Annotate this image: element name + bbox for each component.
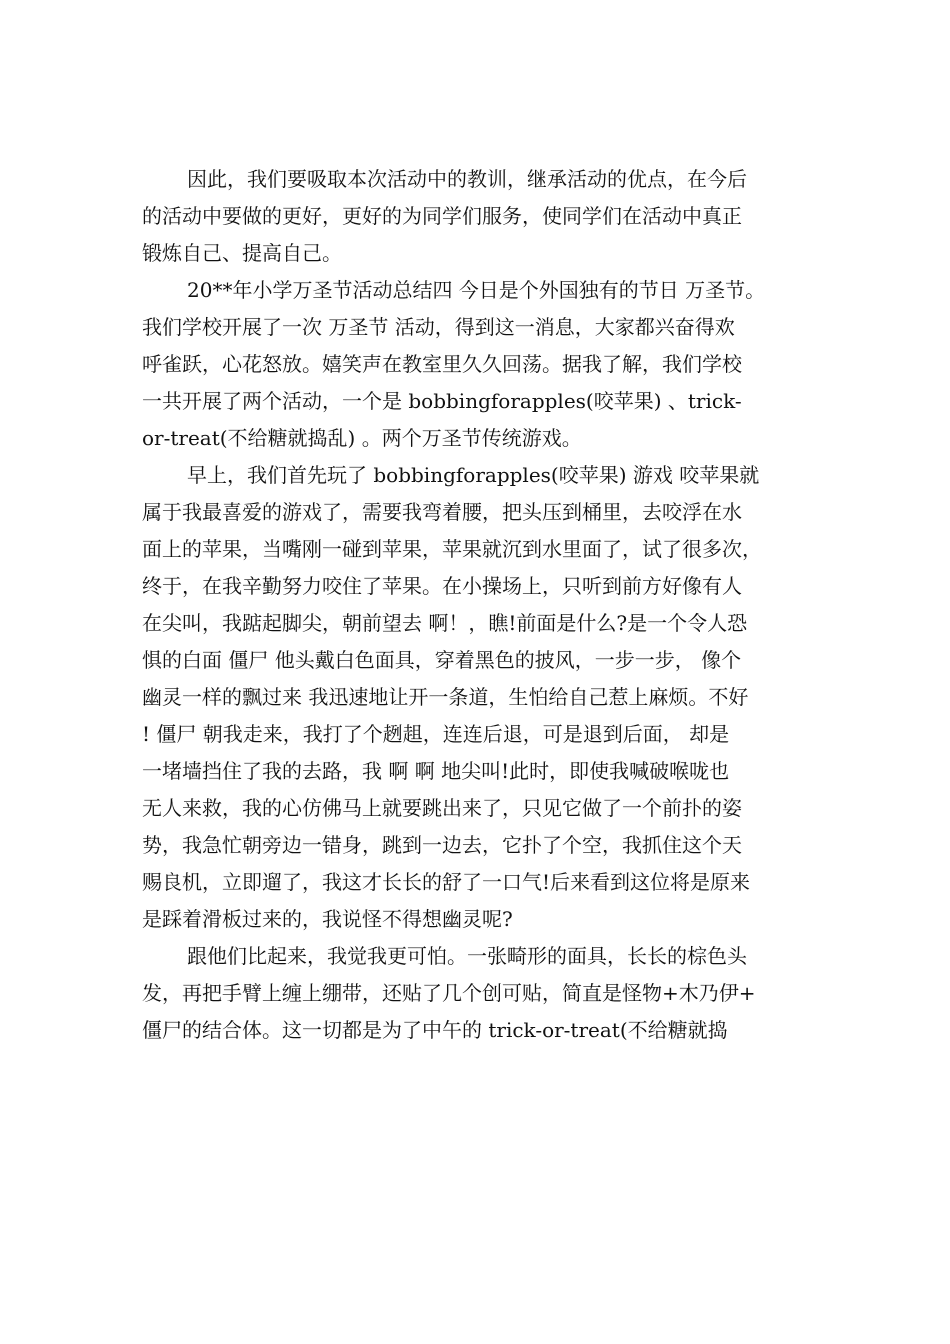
text-line-19: 势，我急忙朝旁边一错身，跳到一边去，它扑了个空，我抓住这个天	[142, 833, 742, 857]
text-line-17: 一堵墙挡住了我的去路，我 啊 啊 地尖叫!此时，即使我喊破喉咙也	[142, 759, 730, 783]
text-line-14: 惧的白面 僵尸 他头戴白色面具，穿着黑色的披风，一步一步， 像个	[142, 648, 742, 672]
text-line-10: 属于我最喜爱的游戏了，需要我弯着腰，把头压到桶里，去咬浮在水	[142, 500, 742, 524]
text-line-20: 赐良机，立即遛了，我这才长长的舒了一口气!后来看到这位将是原来	[142, 870, 751, 894]
text-line-12: 终于，在我辛勤努力咬住了苹果。在小操场上，只听到前方好像有人	[142, 574, 742, 598]
text-line-7: 一共开展了两个活动，一个是 bobbingforapples(咬苹果) 、trick-	[142, 389, 742, 413]
text-line-1: 因此，我们要吸取本次活动中的教训，继承活动的优点，在今后	[187, 167, 747, 191]
text-line-2: 的活动中要做的更好，更好的为同学们服务，使同学们在活动中真正	[142, 204, 742, 228]
text-line-13: 在尖叫，我踮起脚尖，朝前望去 啊！，瞧!前面是什么?是一个令人恐	[142, 611, 748, 635]
text-line-15: 幽灵一样的飘过来 我迅速地让开一条道，生怕给自己惹上麻烦。不好	[142, 685, 749, 709]
text-line-11: 面上的苹果，当嘴刚一碰到苹果，苹果就沉到水里面了，试了很多次，	[142, 537, 762, 561]
text-line-4: 20**年小学万圣节活动总结四 今日是个外国独有的节日 万圣节。	[187, 278, 766, 302]
text-line-9: 早上，我们首先玩了 bobbingforapples(咬苹果) 游戏 咬苹果就	[187, 463, 760, 487]
text-line-24: 僵尸的结合体。这一切都是为了中午的 trick-or-treat(不给糖就捣	[142, 1018, 728, 1042]
text-line-6: 呼雀跃，心花怒放。嬉笑声在教室里久久回荡。据我了解，我们学校	[142, 352, 742, 376]
text-line-8: or-treat(不给糖就捣乱) 。两个万圣节传统游戏。	[142, 426, 582, 450]
text-line-5: 我们学校开展了一次 万圣节 活动，得到这一消息，大家都兴奋得欢	[142, 315, 735, 339]
text-line-3: 锻炼自己、提高自己。	[142, 241, 342, 265]
text-line-22: 跟他们比起来，我觉我更可怕。一张畸形的面具，长长的棕色头	[187, 944, 747, 968]
text-line-23: 发，再把手臂上缠上绷带，还贴了几个创可贴，简直是怪物+木乃伊+	[142, 981, 756, 1005]
text-line-18: 无人来救，我的心仿佛马上就要跳出来了，只见它做了一个前扑的姿	[142, 796, 742, 820]
text-line-16: ! 僵尸 朝我走来，我打了个趔趄，连连后退，可是退到后面， 却是	[142, 722, 730, 746]
text-line-21: 是踩着滑板过来的，我说怪不得想幽灵呢?	[142, 907, 513, 931]
